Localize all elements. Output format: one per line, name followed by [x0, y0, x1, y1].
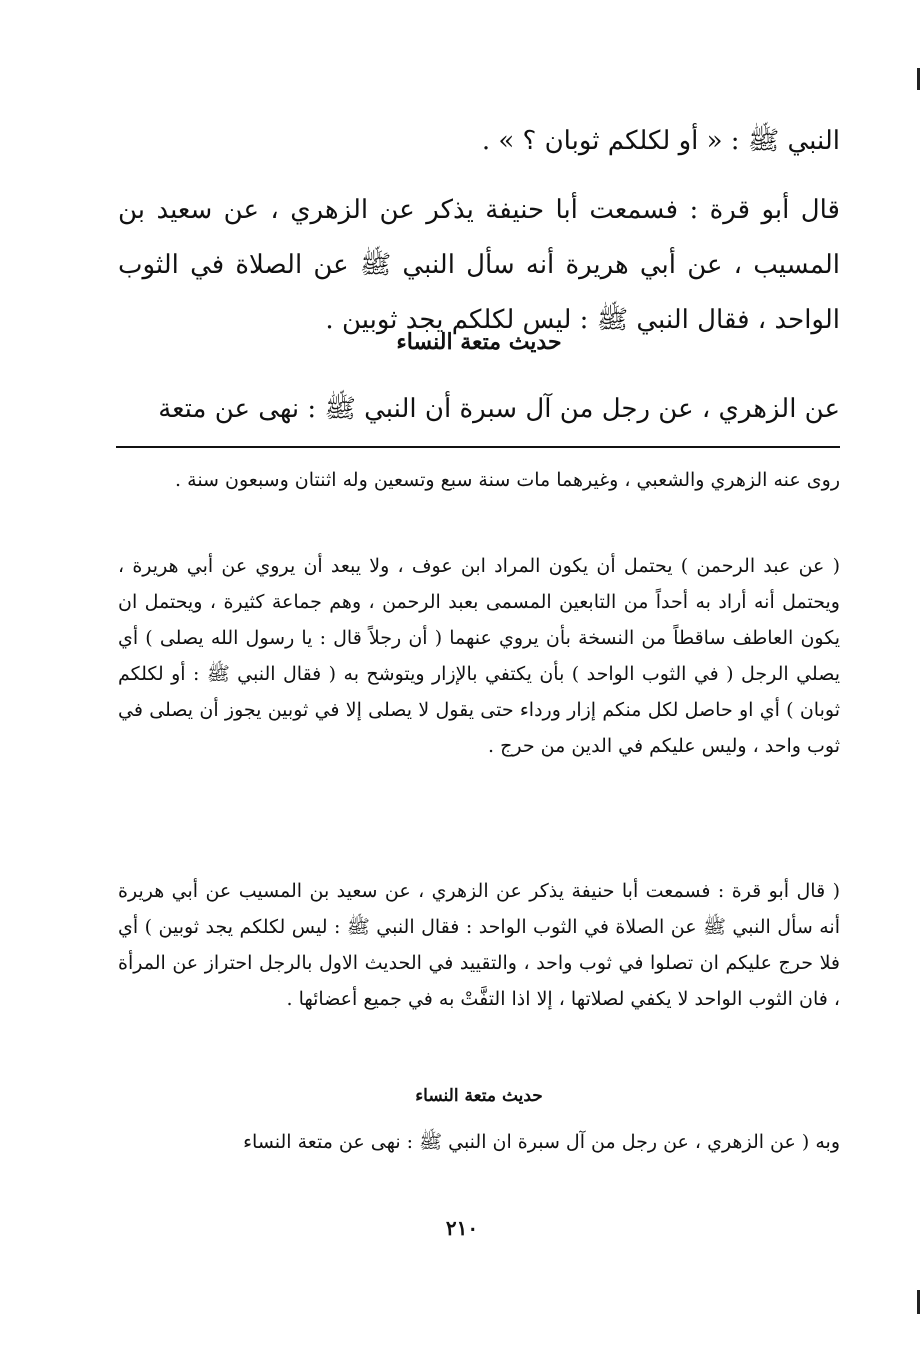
scan-edge-mark-top [917, 68, 920, 90]
footnote-paragraph-1: روى عنه الزهري والشعبي ، وغيرهما مات سنة سبع وتسعين وله اثنتان وسبعون سنة . [175, 469, 840, 491]
main-section-heading: حديث متعة النساء [396, 329, 562, 355]
footnote-section-heading: حديث متعة النساء [415, 1086, 543, 1106]
page-number: ٢١٠ [445, 1216, 479, 1240]
footnote-paragraph-3: ( قال أبو قرة : فسمعت أبا حنيفة يذكر عن الزهري ، عن سعيد بن المسيب عن أبي هريرة أنه سأل النبي ﷺ عن الصلاة في الثوب الواحد : فقال النبي ﷺ : ليس لكلكم يجد ثوبين ) أي فلا حرج عليكم ان تصلوا في ثوب واحد ، والتقييد في الحديث الاول بالرجل احتراز عن المرأة ، فان الثوب الواحد لا يكفي لصلاتها ، إلا اذا التفَّتْ به في جميع أعضائها . [118, 880, 840, 1010]
main-text-line-1: النبي ﷺ : « أو لكلكم ثوبان ؟ » . [481, 126, 840, 156]
footnote-separator [116, 446, 840, 448]
main-paragraph-mutah: عن الزهري ، عن رجل من آل سبرة أن النبي ﷺ : نهى عن متعة [158, 394, 840, 424]
main-paragraph-abu-qurra: قال أبو قرة : فسمعت أبا حنيفة يذكر عن الزهري ، عن سعيد بن المسيب ، عن أبي هريرة أنه سأل النبي ﷺ عن الصلاة في الثوب الواحد ، فقال النبي ﷺ : ليس لكلكم يجد ثوبين . [118, 195, 840, 335]
scan-edge-mark-bottom [917, 1290, 920, 1314]
footnote-paragraph-4: وبه ( عن الزهري ، عن رجل من آل سبرة ان النبي ﷺ : نهى عن متعة النساء [243, 1131, 840, 1153]
footnote-paragraph-2: ( عن عبد الرحمن ) يحتمل أن يكون المراد ابن عوف ، ولا يبعد أن يروي عن أبي هريرة ، ويحتمل أنه أراد به أحداً من التابعين المسمى بعبد الرحمن ، وهم جماعة كثيرة ، ويحتمل ان يكون العاطف ساقطاً من النسخة بأن يروي عنهما ( أن رجلاً قال : يا رسول الله يصلى ) أي يصلي الرجل ( في الثوب الواحد ) بأن يكتفي بالإزار ويتوشح به ( فقال النبي ﷺ : أو لكلكم ثوبان ) أي او حاصل لكل منكم إزار ورداء حتى يقول لا يصلى إلا في ثوبين يجوز أن يصلى في ثوب واحد ، وليس عليكم في الدين من حرج . [118, 555, 840, 757]
